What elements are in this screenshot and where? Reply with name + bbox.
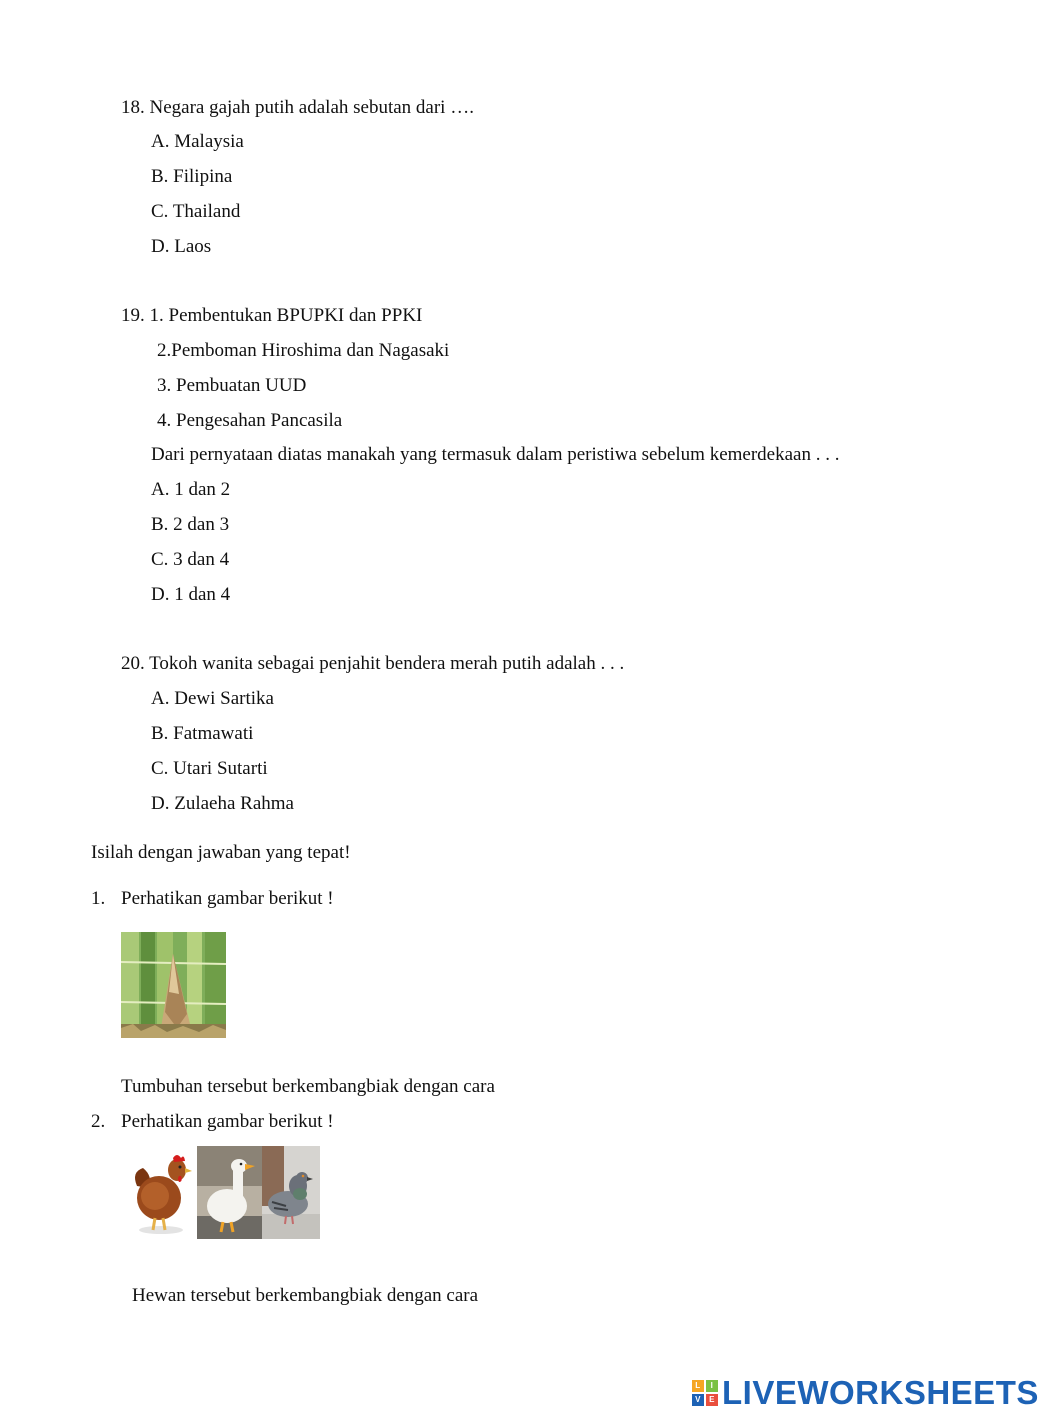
q20-option-d: D. Zulaeha Rahma bbox=[151, 793, 294, 814]
essay-2-number: 2. bbox=[91, 1111, 106, 1132]
duck-image bbox=[197, 1146, 262, 1239]
question-20: 20. Tokoh wanita sebagai penjahit bendera merah putih adalah . . . bbox=[121, 653, 625, 674]
logo-grid-icon: L I V E bbox=[692, 1380, 718, 1406]
q19-option-b: B. 2 dan 3 bbox=[151, 514, 230, 535]
essay-1-prompt: Perhatikan gambar berikut ! bbox=[121, 888, 334, 909]
essay-2-caption: Hewan tersebut berkembangbiak dengan cara bbox=[132, 1285, 479, 1306]
q20-option-b: B. Fatmawati bbox=[151, 723, 254, 744]
liveworksheets-logo bbox=[692, 1374, 1039, 1412]
q19-option-a: A. 1 dan 2 bbox=[151, 479, 231, 500]
essay-1-caption: Tumbuhan tersebut berkembangbiak dengan cara bbox=[121, 1076, 495, 1097]
q19-option-c: C. 3 dan 4 bbox=[151, 549, 230, 570]
q19-statement-1: 19. 1. Pembentukan BPUPKI dan PPKI bbox=[121, 305, 423, 326]
question-18: 18. Negara gajah putih adalah sebutan dari …. bbox=[121, 97, 474, 118]
q19-statement-3: 3. Pembuatan UUD bbox=[157, 375, 307, 396]
chicken-image bbox=[127, 1146, 195, 1239]
q18-option-a: A. Malaysia bbox=[151, 131, 244, 152]
essay-instruction: Isilah dengan jawaban yang tepat! bbox=[91, 842, 351, 863]
q19-statement-4: 4. Pengesahan Pancasila bbox=[157, 410, 343, 431]
q18-option-d: D. Laos bbox=[151, 236, 212, 257]
essay-1-number: 1. bbox=[91, 888, 106, 909]
q19-statement-2: 2.Pemboman Hiroshima dan Nagasaki bbox=[157, 340, 450, 361]
q20-option-a: A. Dewi Sartika bbox=[151, 688, 274, 709]
pigeon-image bbox=[262, 1146, 320, 1239]
question-19: Dari pernyataan diatas manakah yang termasuk dalam peristiwa sebelum kemerdekaan . . . bbox=[151, 444, 840, 465]
q18-option-c: C. Thailand bbox=[151, 201, 241, 222]
q18-option-b: B. Filipina bbox=[151, 166, 233, 187]
logo-text: LIVEWORKSHEETS bbox=[722, 1374, 1039, 1411]
bamboo-shoot-image bbox=[121, 932, 226, 1038]
q20-option-c: C. Utari Sutarti bbox=[151, 758, 268, 779]
q19-option-d: D. 1 dan 4 bbox=[151, 584, 231, 605]
essay-2-prompt: Perhatikan gambar berikut ! bbox=[121, 1111, 334, 1132]
